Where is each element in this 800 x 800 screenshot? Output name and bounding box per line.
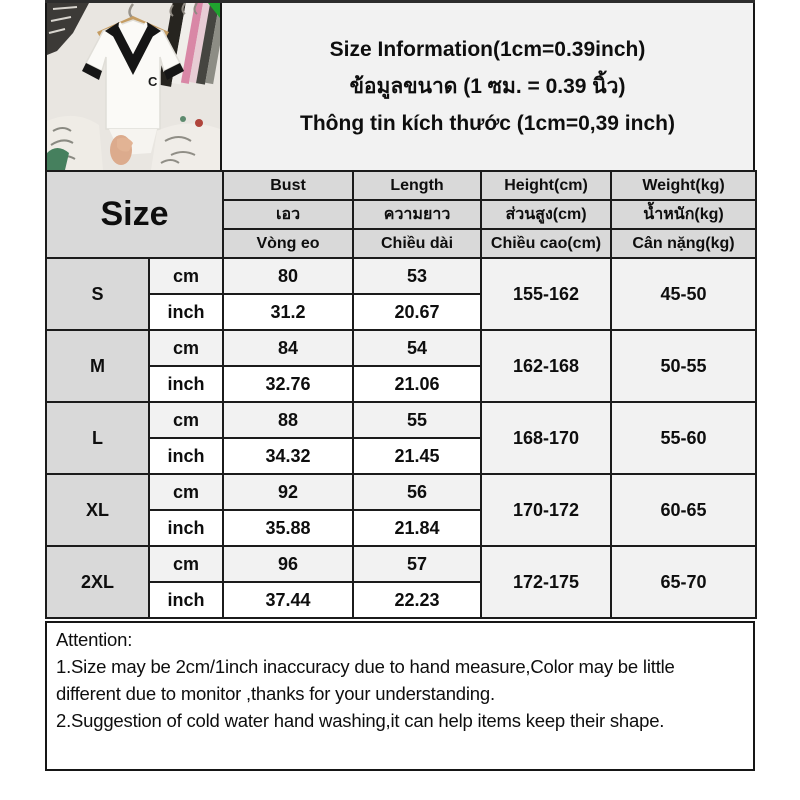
unit-cm: cm (149, 474, 223, 510)
length-cm: 53 (353, 258, 481, 294)
bust-inch: 31.2 (223, 294, 353, 330)
height-range: 172-175 (481, 546, 611, 618)
length-inch: 22.23 (353, 582, 481, 618)
col-header-length-vi: Chiều dài (353, 229, 481, 258)
unit-cm: cm (149, 546, 223, 582)
bust-cm: 88 (223, 402, 353, 438)
attention-heading: Attention: (56, 629, 133, 650)
weight-range: 55-60 (611, 402, 756, 474)
size-label: L (46, 402, 149, 474)
shirt-logo-letter: C (148, 74, 158, 89)
col-header-height-en: Height(cm) (481, 171, 611, 200)
weight-range: 60-65 (611, 474, 756, 546)
length-inch: 21.84 (353, 510, 481, 546)
bust-cm: 84 (223, 330, 353, 366)
unit-cm: cm (149, 402, 223, 438)
size-table (45, 170, 757, 619)
length-inch: 21.45 (353, 438, 481, 474)
size-chart-sheet (45, 0, 755, 771)
col-header-bust-en: Bust (223, 171, 353, 200)
top-band (45, 0, 755, 170)
unit-inch: inch (149, 510, 223, 546)
col-header-height-th: ส่วนสูง(cm) (481, 200, 611, 229)
length-cm: 57 (353, 546, 481, 582)
unit-inch: inch (149, 582, 223, 618)
bust-cm: 80 (223, 258, 353, 294)
title-box (222, 3, 755, 170)
col-header-length-th: ความยาว (353, 200, 481, 229)
bust-cm: 96 (223, 546, 353, 582)
bust-cm: 92 (223, 474, 353, 510)
col-header-length-en: Length (353, 171, 481, 200)
unit-inch: inch (149, 294, 223, 330)
attention-box (45, 621, 755, 771)
size-label: M (46, 330, 149, 402)
length-cm: 54 (353, 330, 481, 366)
unit-cm: cm (149, 330, 223, 366)
col-header-height-vi: Chiều cao(cm) (481, 229, 611, 258)
product-photo (45, 3, 222, 170)
title-vietnamese: Thông tin kích thước (1cm=0,39 inch) (300, 112, 675, 135)
height-range: 170-172 (481, 474, 611, 546)
size-label: 2XL (46, 546, 149, 618)
green-corner-marker-icon (208, 3, 220, 18)
unit-cm: cm (149, 258, 223, 294)
col-header-weight-vi: Cân nặng(kg) (611, 229, 756, 258)
bust-inch: 37.44 (223, 582, 353, 618)
size-label: XL (46, 474, 149, 546)
unit-inch: inch (149, 366, 223, 402)
size-label: S (46, 258, 149, 330)
length-cm: 56 (353, 474, 481, 510)
attention-note-1: 1.Size may be 2cm/1inch inaccuracy due to hand measure,Color may be little different due to monitor ,thanks for your understanding. (56, 656, 675, 704)
length-cm: 55 (353, 402, 481, 438)
length-inch: 20.67 (353, 294, 481, 330)
weight-range: 50-55 (611, 330, 756, 402)
attention-note-2: 2.Suggestion of cold water hand washing,it can help items keep their shape. (56, 710, 665, 731)
col-header-bust-vi: Vòng eo (223, 229, 353, 258)
bust-inch: 35.88 (223, 510, 353, 546)
product-photo-illustration (47, 3, 220, 170)
height-range: 168-170 (481, 402, 611, 474)
bust-inch: 34.32 (223, 438, 353, 474)
title-english: Size Information(1cm=0.39inch) (329, 38, 646, 61)
title-thai: ข้อมูลขนาด (1 ซม. = 0.39 นิ้ว) (349, 75, 626, 98)
col-header-weight-en: Weight(kg) (611, 171, 756, 200)
bust-inch: 32.76 (223, 366, 353, 402)
height-range: 155-162 (481, 258, 611, 330)
size-header-cell: Size (46, 171, 223, 258)
weight-range: 65-70 (611, 546, 756, 618)
unit-inch: inch (149, 438, 223, 474)
col-header-bust-th: เอว (223, 200, 353, 229)
height-range: 162-168 (481, 330, 611, 402)
col-header-weight-th: น้ำหนัก(kg) (611, 200, 756, 229)
length-inch: 21.06 (353, 366, 481, 402)
weight-range: 45-50 (611, 258, 756, 330)
